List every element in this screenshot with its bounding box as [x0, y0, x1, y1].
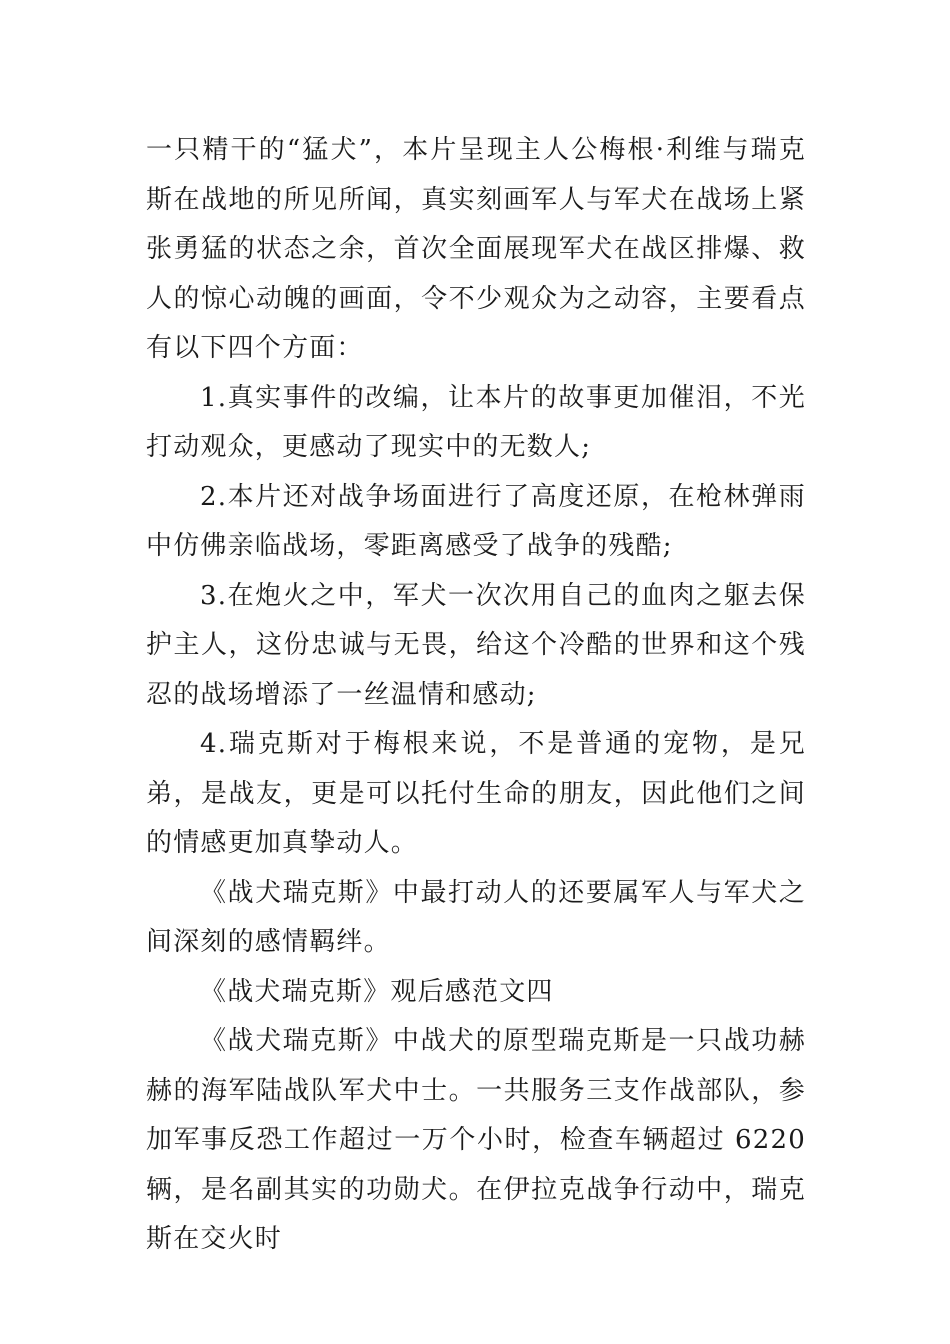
paragraph-intro: 一只精干的“猛犬”，本片呈现主人公梅根·利维与瑞克斯在战地的所见所闻，真实刻画军人与军犬在战场上紧张勇猛的状态之余，首次全面展现军犬在战区排爆、救人的惊心动魄的画面，令不少观众为之动容，主要看点有以下四个方面： [146, 135, 806, 363]
paragraph-point-4: 4.瑞克斯对于梅根来说，不是普通的宠物，是兄弟，是战友，更是可以托付生命的朋友，因此他们之间的情感更加真挚动人。 [146, 729, 806, 858]
paragraph-section-four: 《战犬瑞克斯》中战犬的原型瑞克斯是一只战功赫赫的海军陆战队军犬中士。一共服务三支作战部队，参加军事反恐工作超过一万个小时，检查车辆超过 6220 辆，是名副其实的功勋犬。在伊拉克战争行动中，瑞克斯在交火时 [146, 1026, 806, 1254]
paragraph-point-3: 3.在炮火之中，军犬一次次用自己的血肉之躯去保护主人，这份忠诚与无畏，给这个冷酷的世界和这个残忍的战场增添了一丝温情和感动; [146, 580, 806, 710]
document-body [146, 126, 806, 1265]
paragraph-point-2: 2.本片还对战争场面进行了高度还原，在枪林弹雨中仿佛亲临战场，零距离感受了战争的残酷; [146, 481, 806, 561]
section-heading: 《战犬瑞克斯》观后感范文四 [200, 976, 554, 1007]
paragraph-point-1: 1.真实事件的改编，让本片的故事更加催泪，不光打动观众，更感动了现实中的无数人; [146, 382, 806, 462]
paragraph-summary: 《战犬瑞克斯》中最打动人的还要属军人与军犬之间深刻的感情羁绊。 [146, 877, 806, 957]
